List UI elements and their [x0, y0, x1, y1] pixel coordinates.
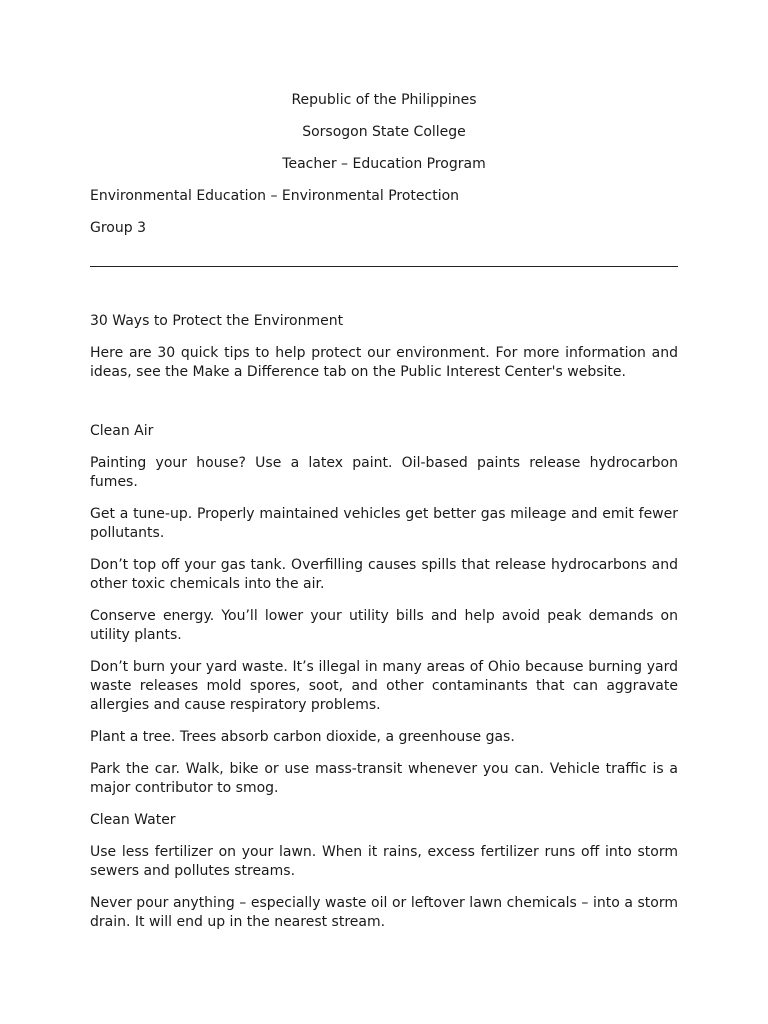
tip-paragraph: Never pour anything – especially waste oil or leftover lawn chemicals – into a storm drain. It will end up in the nearest stream. — [90, 895, 678, 930]
header-subject: Environmental Education – Environmental Protection — [90, 188, 460, 204]
tip-paragraph: Get a tune-up. Properly maintained vehicles get better gas mileage and emit fewer pollutants. — [90, 506, 678, 541]
document-title: 30 Ways to Protect the Environment — [90, 313, 344, 329]
document-page — [90, 91, 678, 945]
header-country: Republic of the Philippines — [291, 92, 477, 108]
tip-paragraph: Don’t top off your gas tank. Overfilling causes spills that release hydrocarbons and other toxic chemicals into the air. — [90, 557, 678, 592]
tip-paragraph: Don’t burn your yard waste. It’s illegal in many areas of Ohio because burning yard waste releases mold spores, soot, and other contaminants that can aggravate allergies and cause respiratory problems. — [90, 659, 678, 713]
tip-paragraph: Painting your house? Use a latex paint. Oil-based paints release hydrocarbon fumes. — [90, 455, 678, 490]
section-heading-clean-water: Clean Water — [90, 812, 176, 828]
intro-paragraph: Here are 30 quick tips to help protect our environment. For more information and ideas, see the Make a Difference tab on the Public Interest Center's website. — [90, 345, 678, 380]
tip-paragraph: Conserve energy. You’ll lower your utility bills and help avoid peak demands on utility plants. — [90, 608, 678, 643]
header-program: Teacher – Education Program — [282, 156, 486, 172]
header-college: Sorsogon State College — [302, 124, 466, 140]
tip-paragraph: Use less fertilizer on your lawn. When it rains, excess fertilizer runs off into storm sewers and pollutes streams. — [90, 844, 678, 879]
horizontal-rule — [90, 266, 678, 267]
tip-paragraph: Park the car. Walk, bike or use mass-transit whenever you can. Vehicle traffic is a major contributor to smog. — [90, 761, 678, 796]
section-heading-clean-air: Clean Air — [90, 423, 154, 439]
tip-paragraph: Plant a tree. Trees absorb carbon dioxide, a greenhouse gas. — [90, 729, 515, 745]
header-group: Group 3 — [90, 220, 146, 236]
